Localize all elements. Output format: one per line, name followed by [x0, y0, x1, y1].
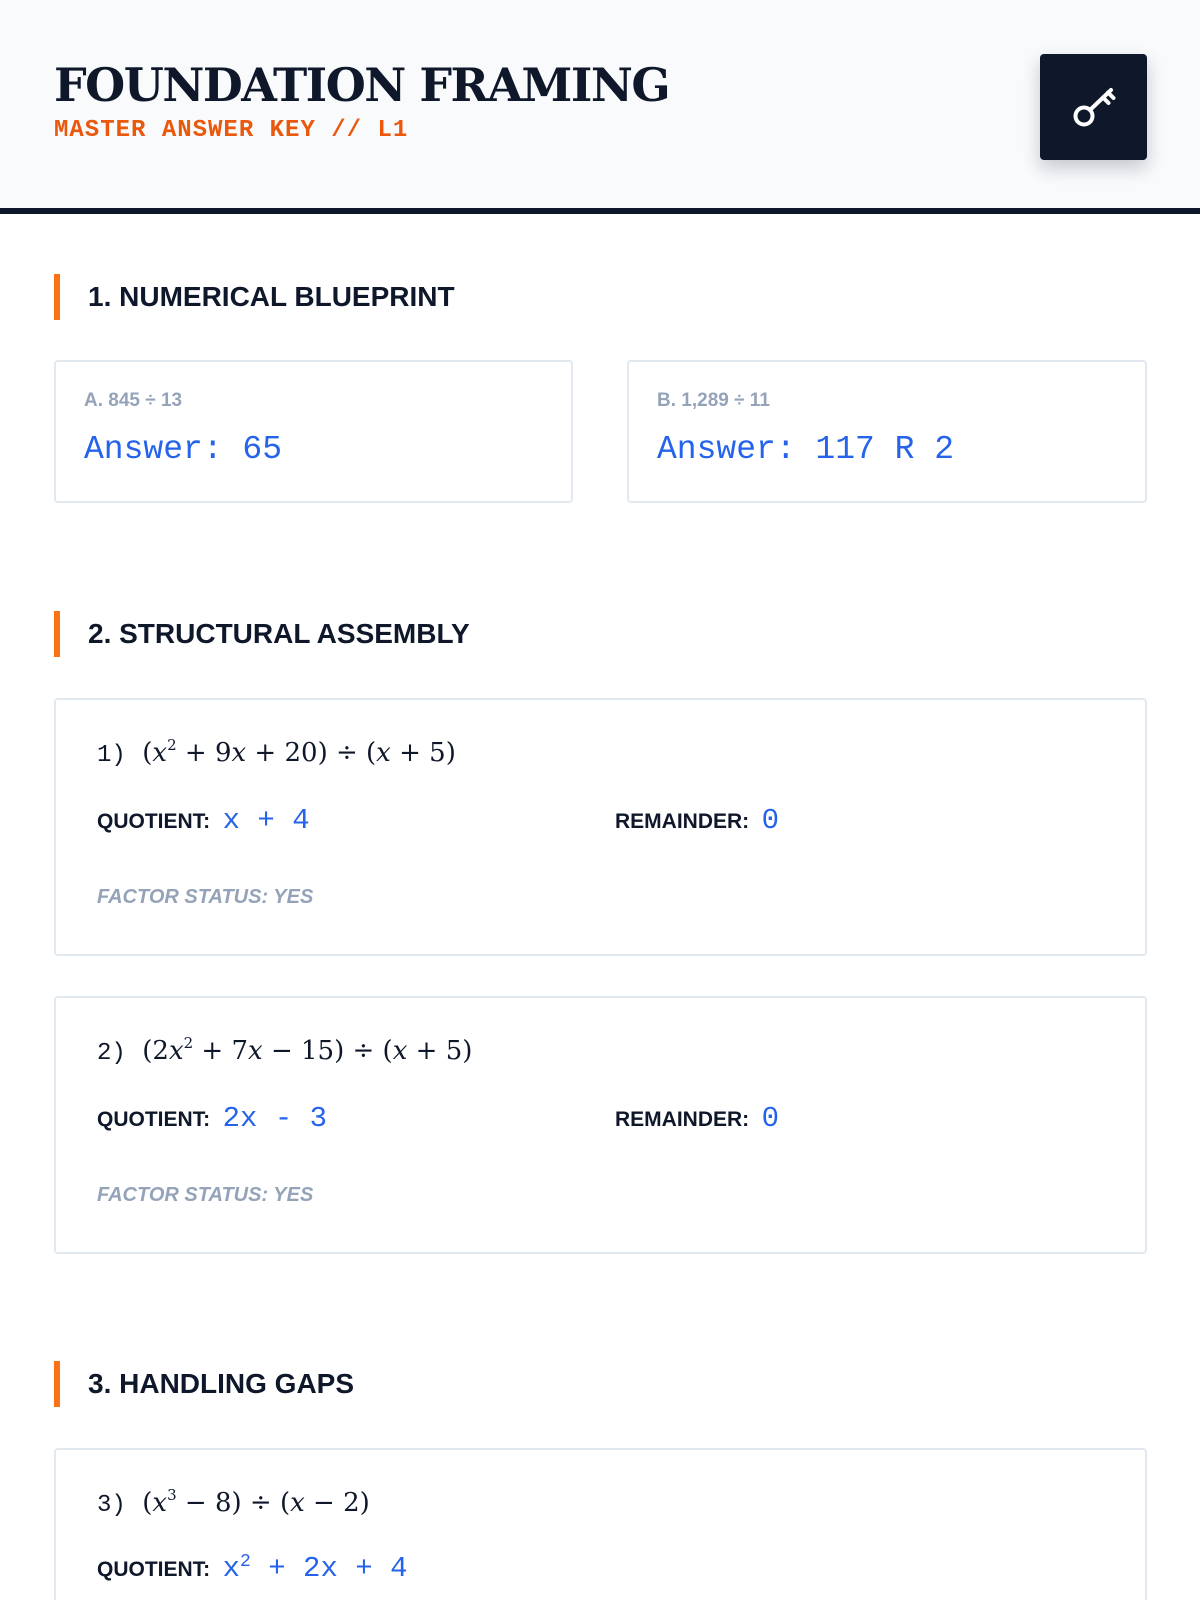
- problem-expression: [97, 1036, 472, 1067]
- remainder-value: 0: [761, 1102, 780, 1135]
- problem-expression: [97, 1488, 370, 1519]
- problem-number: 3): [97, 1492, 126, 1519]
- math-expression: $(2x^2 + 7x - 15) \div (x + 5)$: [142, 1034, 473, 1066]
- page-subtitle: MASTER ANSWER KEY // L1: [54, 117, 409, 144]
- numerical-card-a: [54, 360, 573, 503]
- quotient-field: [97, 1552, 407, 1585]
- quotient-value: $x^2 + 2x + 4$: [222, 1552, 408, 1585]
- answer-key-button[interactable]: [1040, 54, 1147, 160]
- problem-number: 2): [97, 1040, 126, 1067]
- problem-label: A. 845 ÷ 13: [84, 390, 183, 411]
- quotient-label: QUOTIENT:: [97, 810, 211, 833]
- math-expression: $(x^3 - 8) \div (x - 2)$: [142, 1486, 370, 1518]
- key-icon: [1068, 81, 1120, 133]
- factor-status: FACTOR STATUS: YES: [97, 1184, 314, 1206]
- problem-number: 1): [97, 742, 126, 769]
- quotient-value: 2x - 3: [222, 1102, 328, 1135]
- quotient-label: QUOTIENT:: [97, 1558, 211, 1581]
- problem-answer: Answer: 65: [84, 431, 283, 468]
- problem-card-3: [54, 1448, 1147, 1600]
- quotient-label: QUOTIENT:: [97, 1108, 211, 1131]
- factor-status: FACTOR STATUS: YES: [97, 886, 314, 908]
- page-title: FOUNDATION FRAMING: [54, 58, 670, 112]
- section-heading-gaps: 3. HANDLING GAPS: [54, 1361, 354, 1407]
- problem-label: B. 1,289 ÷ 11: [657, 390, 770, 411]
- problem-expression: [97, 738, 456, 769]
- problem-card-2: [54, 996, 1147, 1254]
- numerical-card-b: [627, 360, 1147, 503]
- quotient-value: x + 4: [222, 804, 310, 837]
- remainder-field: [615, 804, 779, 837]
- page-header: [0, 0, 1200, 214]
- quotient-field: [97, 804, 310, 837]
- section-heading-structural: 2. STRUCTURAL ASSEMBLY: [54, 611, 470, 657]
- quotient-field: [97, 1102, 327, 1135]
- remainder-label: REMAINDER:: [615, 1108, 750, 1131]
- problem-answer: Answer: 117 R 2: [657, 431, 955, 468]
- math-expression: $(x^2 + 9x + 20) \div (x + 5)$: [142, 736, 456, 768]
- section-heading-numerical: 1. NUMERICAL BLUEPRINT: [54, 274, 455, 320]
- problem-card-1: [54, 698, 1147, 956]
- remainder-label: REMAINDER:: [615, 810, 750, 833]
- remainder-field: [615, 1102, 779, 1135]
- remainder-value: 0: [761, 804, 780, 837]
